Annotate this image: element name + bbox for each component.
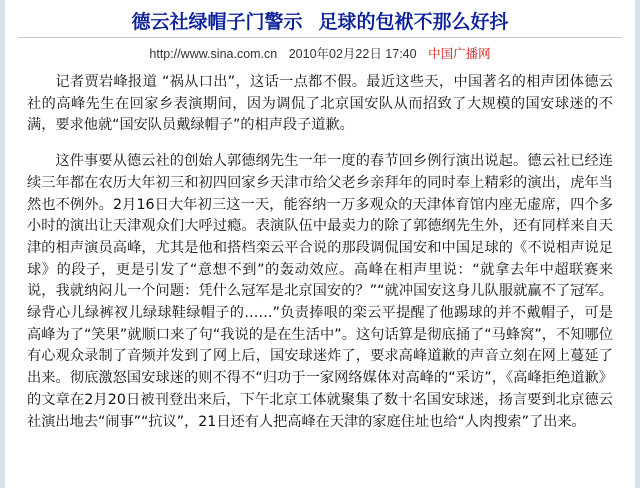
meta-url: http://www.sina.com.cn bbox=[149, 47, 278, 61]
article-paragraph-1: 记者贾岩峰报道 “祸从口出”，这话一点都不假。最近这些天，中国著名的相声团体德云社的高峰先生在回家乡表演期间，因为调侃了北京国安队从而招致了大规模的国安球迷的不满，要求他就“国安队员戴绿帽子”的相声段子道歉。 bbox=[27, 74, 613, 134]
article-title-part-1: 德云社绿帽子门警示 bbox=[131, 11, 303, 33]
meta-source-link[interactable]: 中国广播网 bbox=[428, 47, 491, 61]
left-page-border bbox=[0, 0, 5, 488]
article-title bbox=[0, 0, 640, 37]
meta-datetime: 2010年02月22日 17:40 bbox=[288, 47, 417, 61]
article-meta bbox=[0, 44, 640, 64]
right-page-border bbox=[635, 0, 640, 488]
article-body bbox=[0, 64, 640, 433]
article-title-part-2: 足球的包袱不那么好抖 bbox=[318, 11, 509, 33]
title-divider bbox=[18, 37, 622, 38]
article-paragraph-2: 这件事要从德云社的创始人郭德纲先生一年一度的春节回乡例行演出说起。德云社已经连续三年都在农历大年初三和初四回家乡天津市给父老乡亲拜年的同时奉上精彩的演出，虎年当然也不例外。2月16日大年初三这一天，能容纳一万多观众的天津体育馆内座无虚席，四个多小时的演出让天津观众们大呼过瘾。表演队伍中最卖力的除了郭德纲先生外，还有同样来自天津的相声演员高峰，尤其是他和搭档栾云平合说的那段调侃国安和中国足球的《不说相声说足球》的段子，更是引发了“意想不到”的轰动效应。高峰在相声里说：“就拿去年中超联赛来说，我就纳闷儿一个问题：凭什么冠军是北京国安的？”“就冲国安这身儿队服就赢不了冠军。绿背心儿绿裤衩儿绿球鞋绿帽子的……”负责捧哏的栾云平提醒了他踢球的并不戴帽子，可是高峰为了“笑果”就顺口来了句“我说的是在生活中”。这句话算是彻底捅了“马蜂窝”，不知哪位有心观众录制了音频并发到了网上后，国安球迷炸了，要求高峰道歉的声音立刻在网上蔓延了出来。彻底激怒国安球迷的则不得不“归功于一家网络媒体对高峰的“采访”，《高峰拒绝道歉》的文章在2月20日被刊登出来后，下午北京工体就聚集了数十名国安球迷，扬言要到北京德云社演出地去“闹事”“抗议”，21日还有人把高峰在天津的家庭住址也给“人肉搜索”了出来。 bbox=[27, 153, 613, 430]
